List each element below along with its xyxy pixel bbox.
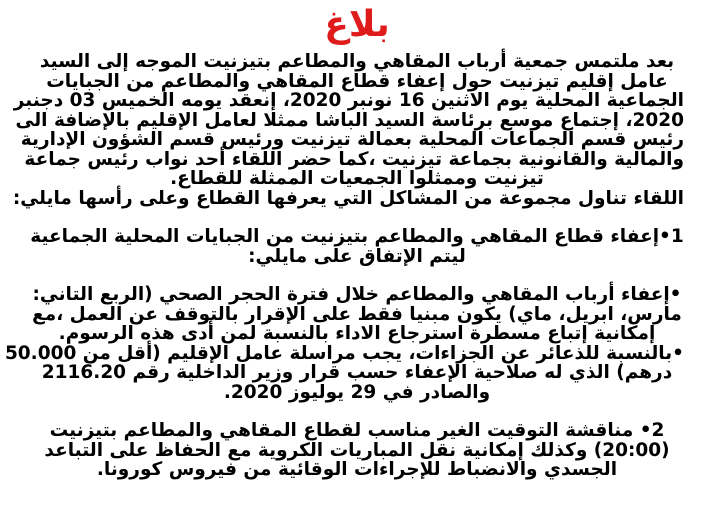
bullet-2-line: •بالنسبة للذعائر عن الجزاءات، يجب مراسلة عامل الإقليم (أقل من 50.000 (4, 342, 684, 364)
point-2-line: الجسدي والانضباط للإجراءات الوقائية من فيروس كورونا. (96, 459, 618, 480)
bullet-1-line: •إعفاء أرباب المقاهي والمطاعم خلال فترة الحجر الصحي (الربع التاني: (32, 284, 682, 305)
intro-line: بعد ملتمس جمعية أرباب المقاهي والمطاعم بتيزنيت الموجه إلى السيد (39, 51, 675, 72)
point-1 (30, 227, 684, 266)
announcement-title: بلاغ (324, 4, 390, 45)
bullet-2-line: والصادر في 29 يوليوز 2020. (223, 381, 491, 403)
point-1-line: ليتم الإتفاق على مايلي: (248, 245, 466, 267)
point-1-line: 1•إعفاء قطاع المقاهي والمطاعم بتيزنيت من الجبايات المحلية الجماعية (30, 226, 684, 247)
bullet-1-line: إمكانية إتباع مسطرة استرجاع الاداء بالنسبة لمن أدى هذه الرسوم. (58, 323, 656, 344)
announcement-page (0, 2, 720, 527)
intro-line: عامل إقليم تيزنيت حول إعفاء قطاع المقاهي والمطاعم من الجبايات (46, 70, 668, 92)
point-2 (30, 421, 684, 480)
intro-line: الجماعية المحلية يوم الاثنين 16 نونبر 2020، إنعقد يومه الخميس 03 دجنبر (13, 90, 684, 111)
bullet-1 (30, 285, 684, 344)
point-2-line: (20:00) وكذلك إمكانية نقل المباريات الكروية مع الحفاظ على التباعد (44, 439, 670, 461)
point-2-line: 2• مناقشة التوقيت الغير مناسب لقطاع المقاهي والمطاعم بتيزنيت (49, 420, 665, 441)
bullet-2 (4, 342, 684, 403)
intro-line: 2020، إجتماع موسع برئاسة السيد الباشا ممثلا لعامل الإقليم بالإضافة الى (15, 109, 684, 131)
intro-line: رئيس قسم الجماعات المحلية بعمالة تيزنيت ورئيس قسم الشؤون الإدارية (20, 129, 684, 150)
intro-line: والمالية والقانونية بجماعة تيزنيت ،كما حضر اللقاء أحد نواب رئيس جماعة (24, 148, 684, 170)
bullet-2-line: درهم) الذي له صلاحية الإعفاء حسب قرار وزير الداخلية رقم 2116.20 (41, 362, 673, 383)
intro-line: تيزنيت وممثلوا الجمعيات الممثلة للقطاع. (170, 168, 544, 189)
bullet-1-line: مارس، ابريل، ماي) يكون مبنيا فقط على الإقرار بالتوقف عن العمل ،مع (32, 303, 682, 325)
intro-paragraph (12, 51, 684, 209)
summary-line: اللقاء تناول مجموعة من المشاكل التي يعرفها القطاع وعلى رأسها مايلي: (12, 187, 684, 209)
